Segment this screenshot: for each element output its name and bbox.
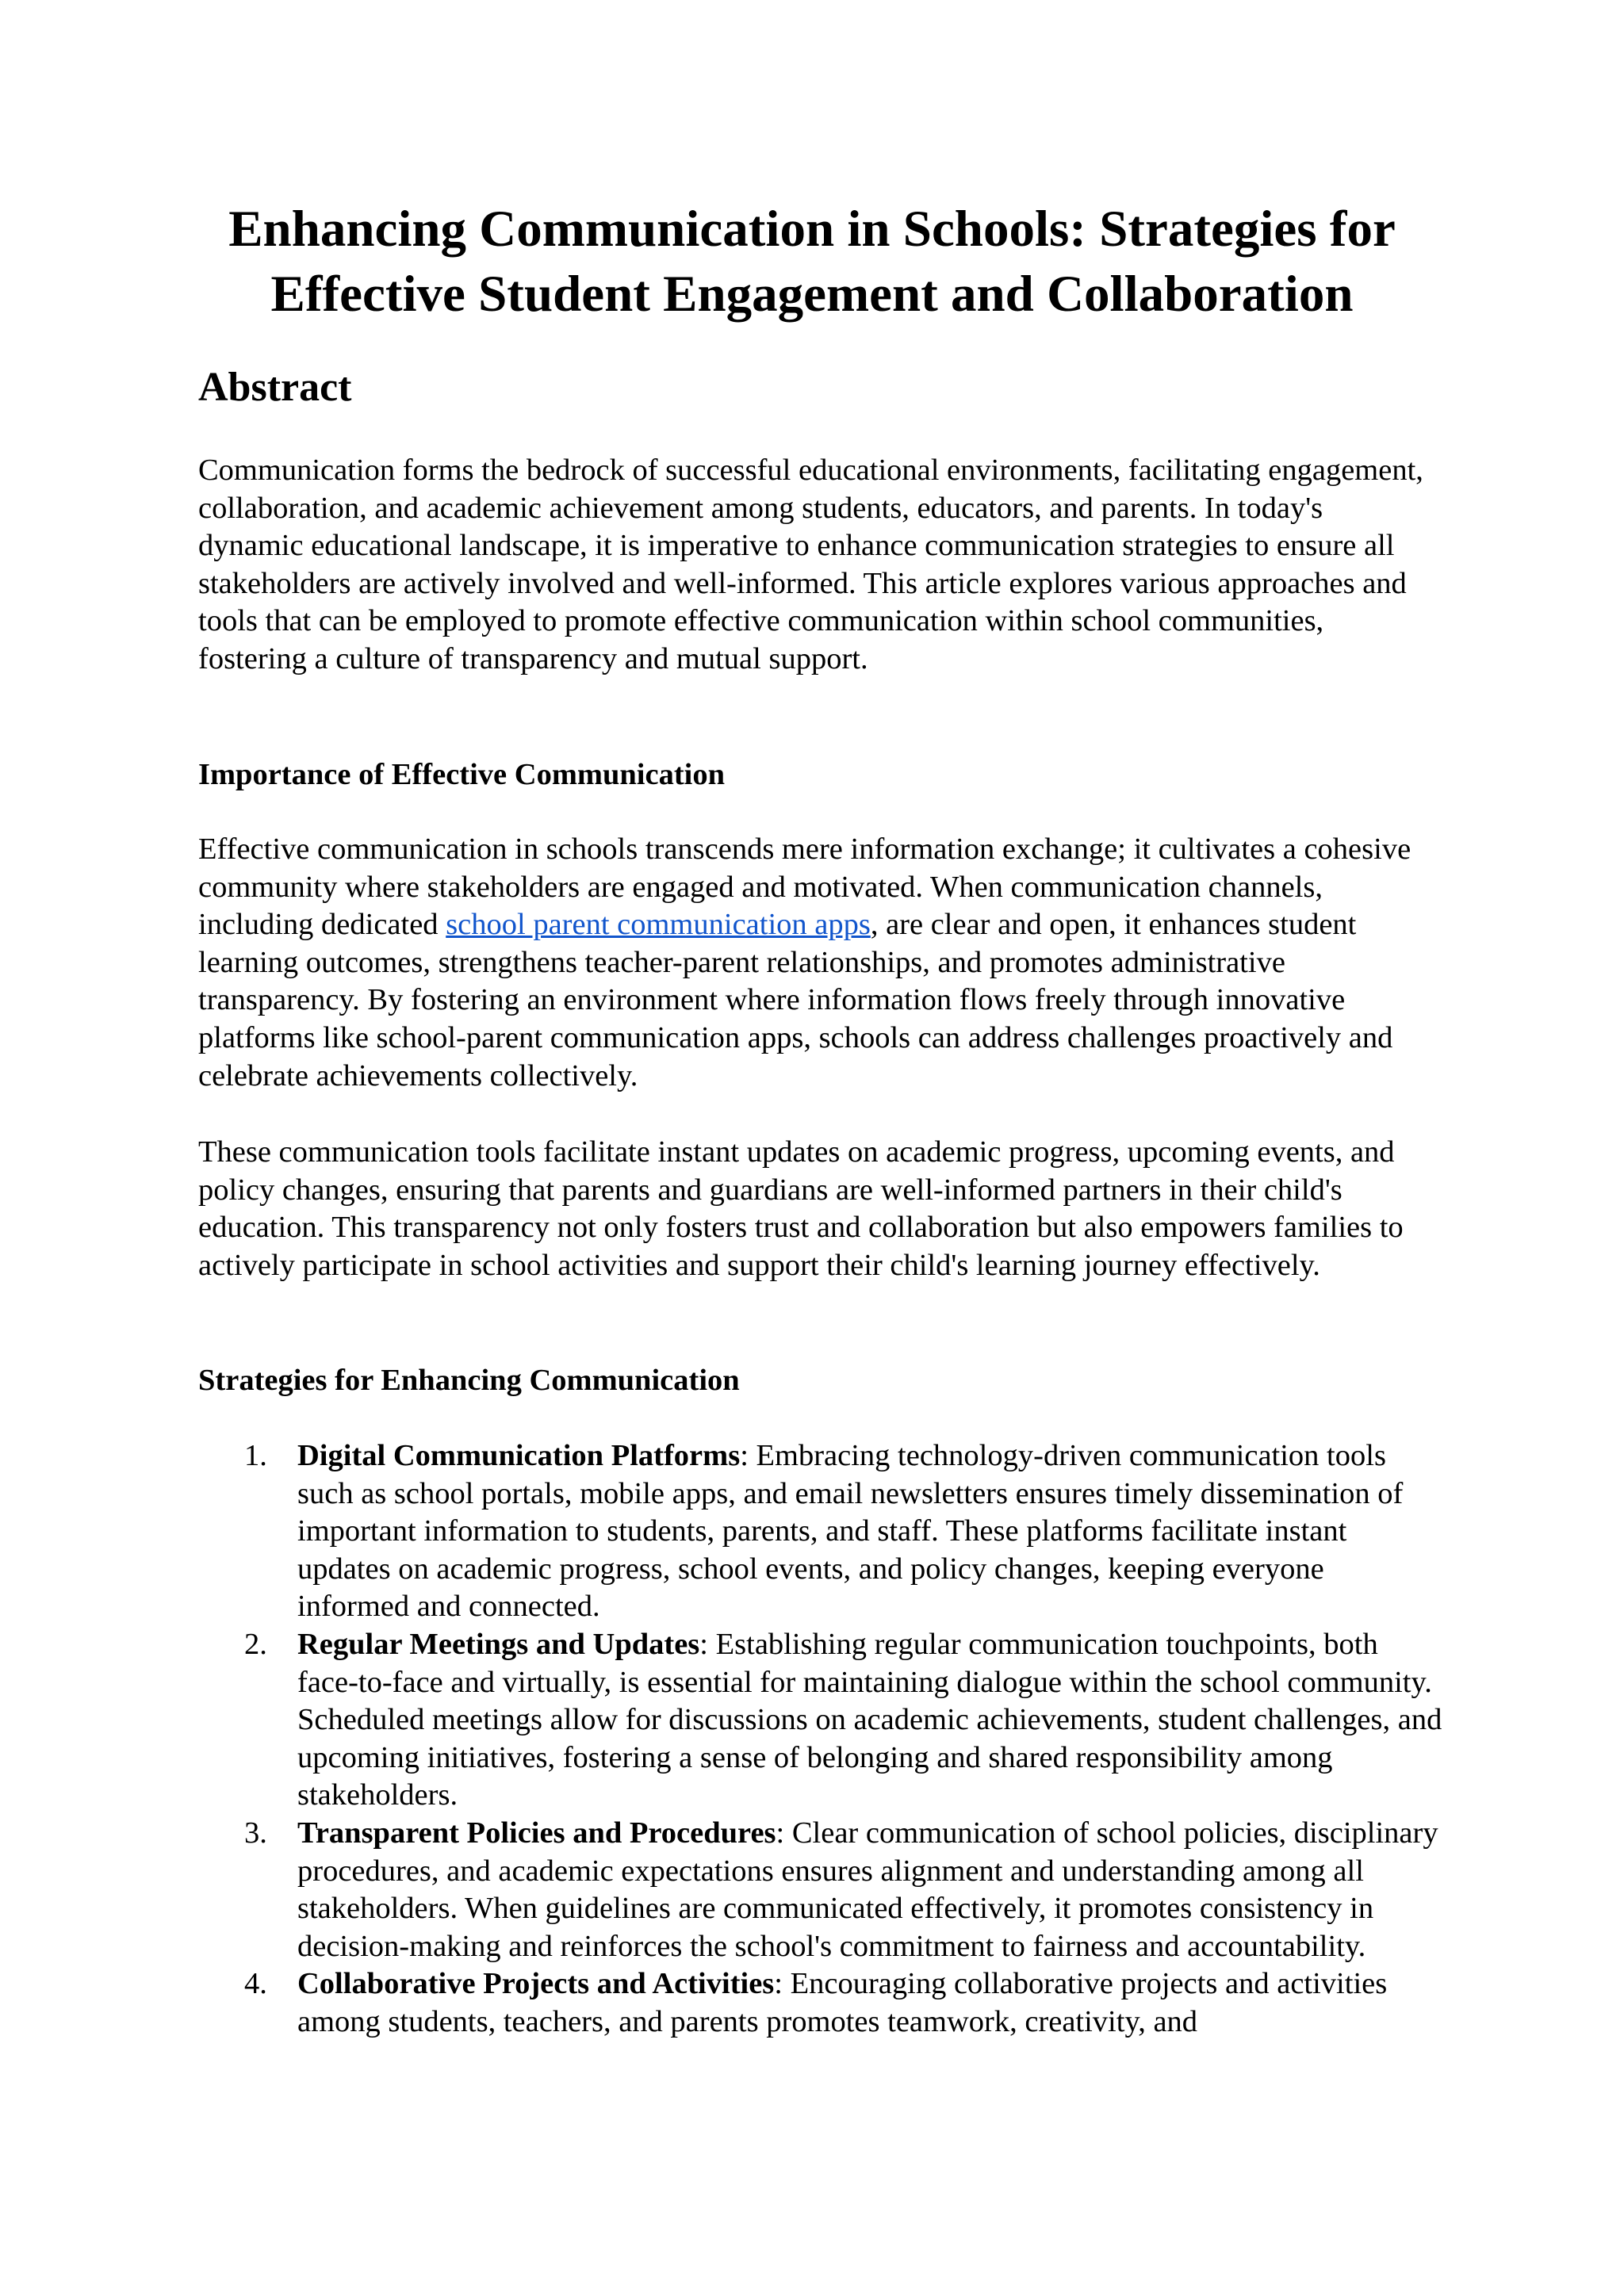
importance-heading: Importance of Effective Communication — [198, 758, 725, 791]
strategy-text: : Encouraging collaborative projects and activities among students, teachers, and parents promotes teamwork, creativity, and — [297, 1967, 1388, 2038]
list-number: 1. — [244, 1439, 267, 1472]
strategies-heading: Strategies for Enhancing Communication — [198, 1364, 740, 1397]
strategy-text: : Clear communication of school policies, disciplinary procedures, and academic expectations ensures alignment and understanding among all stakeholders. When guidelines are communicated effectively, it promotes consistency in decision-making and reinforces the school's commitment to fairness and accountability. — [297, 1816, 1438, 1963]
list-number: 3. — [244, 1816, 267, 1850]
importance-paragraph-1-end: , are clear and open, it enhances student learning outcomes, strengthens teacher-parent relationships, and promotes administrative transparency. By fostering an environment where information flows freely through innovative platforms like school-parent communication apps, schools can address challenges proactively and celebrate achievements collectively. — [198, 908, 1393, 1093]
abstract-paragraph: Communication forms the bedrock of successful educational environments, facilitating engagement, collaboration, and academic achievement among students, educators, and parents. In today's dynamic educational landscape, it is imperative to enhance communication strategies to ensure all stakeholders are actively involved and well-informed. This article explores various approaches and tools that can be employed to promote effective communication within school communities, fostering a culture of transparency and mutual support. — [198, 453, 1423, 675]
strategy-text: : Establishing regular communication touchpoints, both face-to-face and virtually, is essential for maintaining dialogue within the school community. Scheduled meetings allow for discussions on academic achievements, student challenges, and upcoming initiatives, fostering a sense of belonging and shared responsibility among stakeholders. — [297, 1627, 1442, 1812]
importance-paragraph-1-start: Effective communication in schools transcends mere information exchange; it cultivates a cohesive community where stakeholders are engaged and motivated. When communication channels, including dedicated — [198, 832, 1411, 942]
list-number: 4. — [244, 1967, 267, 2001]
strategy-text: : Embracing technology-driven communication tools such as school portals, mobile apps, and email newsletters ensures timely dissemination of important information to students, parents, and staff. These platforms facilitate instant updates on academic progress, school events, and policy changes, keeping everyone informed and connected. — [297, 1439, 1404, 1624]
strategy-item — [198, 1437, 1443, 1626]
importance-paragraph-1 — [198, 831, 1435, 1095]
list-number: 2. — [244, 1627, 267, 1661]
strategy-item — [198, 1626, 1443, 1815]
abstract-heading: Abstract — [198, 365, 352, 410]
strategy-title: Regular Meetings and Updates — [297, 1627, 700, 1661]
strategy-item — [198, 1815, 1443, 1965]
school-parent-apps-link[interactable]: school parent communication apps — [446, 908, 871, 942]
strategy-title: Transparent Policies and Procedures — [297, 1816, 776, 1850]
importance-paragraph-2: These communication tools facilitate instant updates on academic progress, upcoming events, and policy changes, ensuring that parents and guardians are well-informed partners in their child's education. This transparency not only fosters trust and collaboration but also empowers families to actively participate in school activities and support their child's learning journey effectively. — [198, 1135, 1404, 1282]
strategy-item — [198, 1965, 1443, 2041]
document-title: Enhancing Communication in Schools: Strategies for Effective Student Engagement and Collaboration — [228, 201, 1396, 323]
strategies-list — [198, 1437, 1443, 2042]
strategy-title: Collaborative Projects and Activities — [297, 1967, 775, 2001]
strategy-title: Digital Communication Platforms — [297, 1439, 741, 1472]
